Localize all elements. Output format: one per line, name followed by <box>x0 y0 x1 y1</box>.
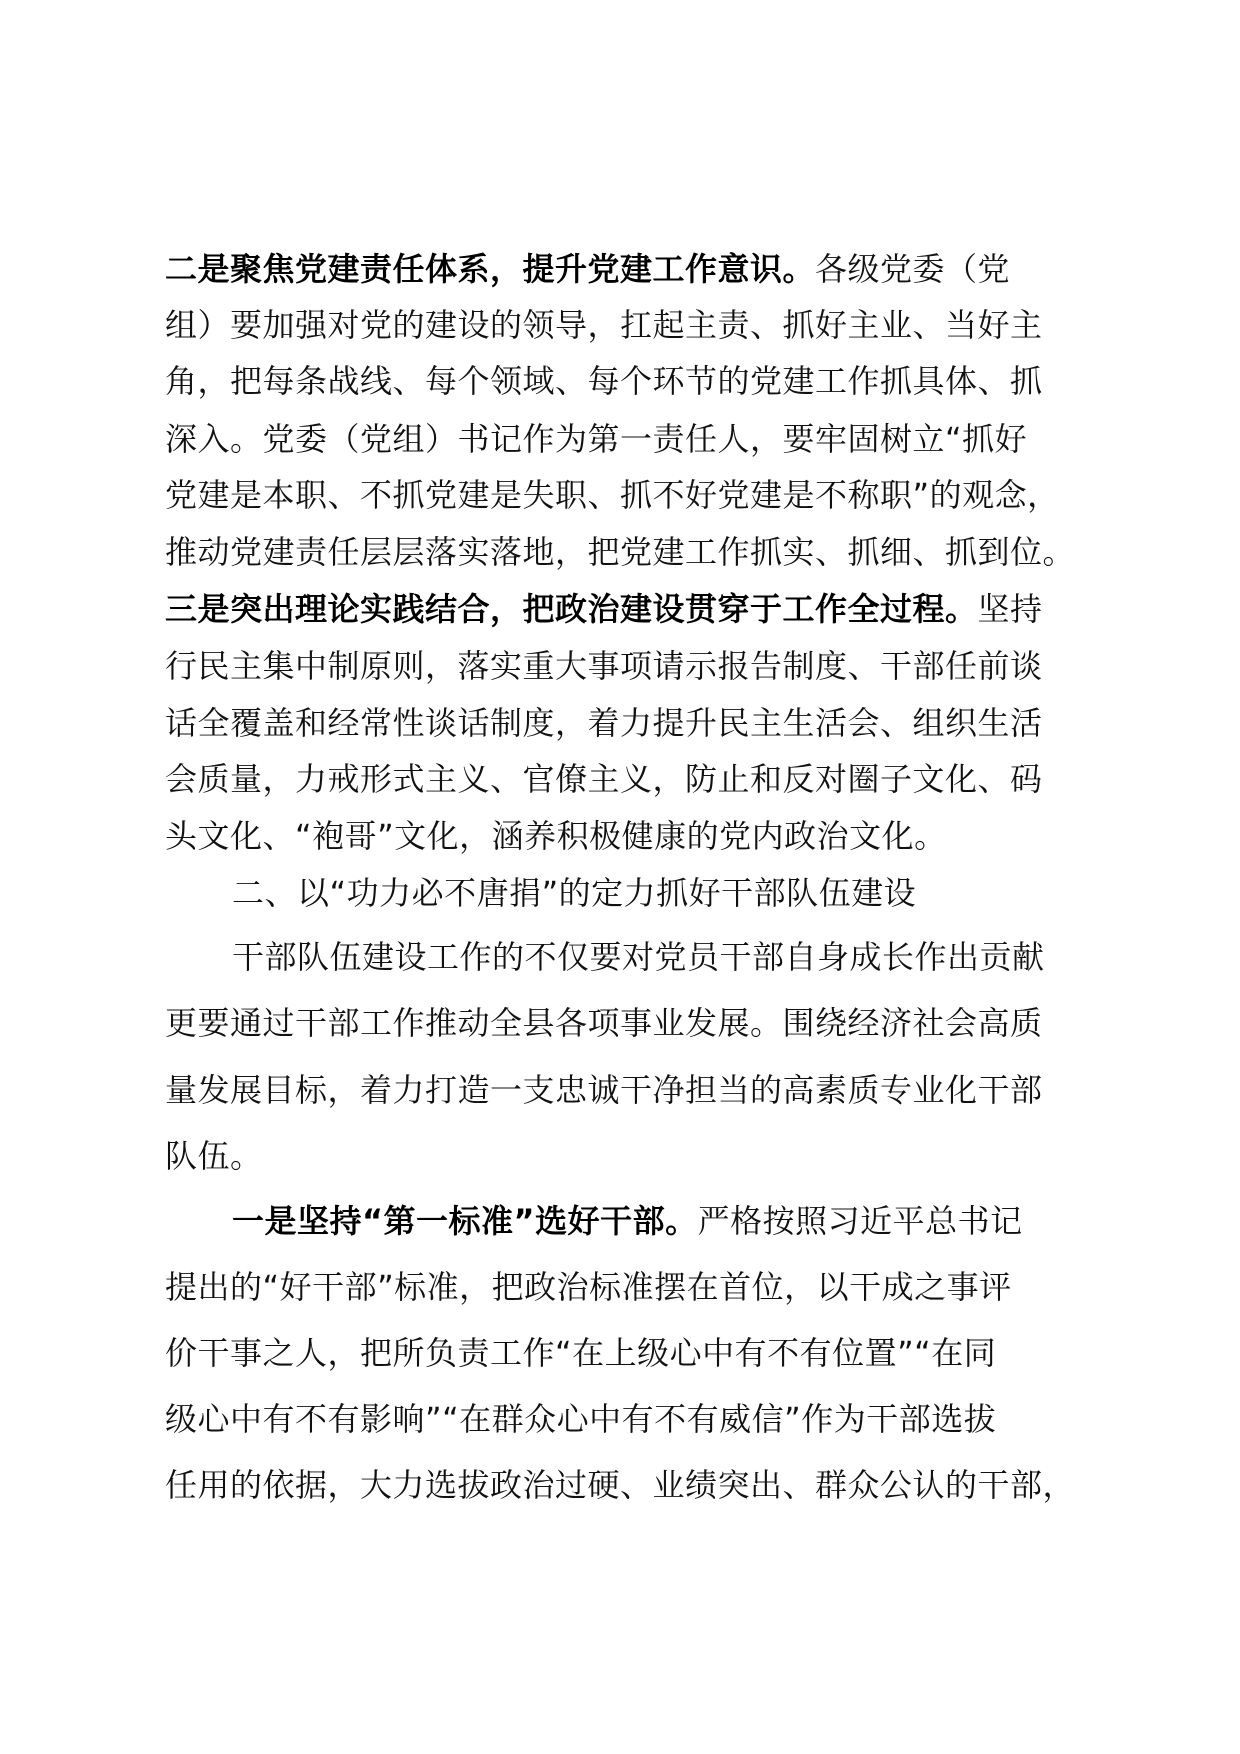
line-text: 干部队伍建设工作的不仅要对党员干部自身成长作出贡献 <box>232 938 1045 976</box>
paragraph-line <box>165 247 1010 291</box>
line-text: 更要通过干部工作推动全县各项事业发展。围绕经济社会高质 <box>165 1004 1043 1042</box>
paragraph-line <box>165 1463 1075 1507</box>
line-text: 严格按照习近平总书记 <box>697 1202 1023 1240</box>
line-text: 队伍。 <box>165 1137 263 1175</box>
line-text: 深入。党委（党组）书记作为第一责任人，要牢固树立“抓好 <box>165 420 1028 458</box>
paragraph-line <box>165 1134 263 1178</box>
line-text: 党建是本职、不抓党建是失职、抓不好党建是不称职”的观念， <box>165 476 1060 514</box>
paragraph-line <box>165 814 947 858</box>
line-text: 行民主集中制原则，落实重大事项请示报告制度、干部任前谈 <box>165 647 1043 685</box>
paragraph-line <box>165 417 1027 461</box>
line-text: 组）要加强对党的建设的领导，扛起主责、抓好主业、当好主 <box>165 306 1043 344</box>
paragraph-line <box>232 1199 1023 1243</box>
bold-heading: 三是突出理论实践结合，把政治建设贯穿于工作全过程。 <box>165 590 978 628</box>
line-text: 会质量，力戒形式主义、官僚主义，防止和反对圈子文化、码 <box>165 760 1043 798</box>
paragraph-line <box>165 359 1043 403</box>
paragraph-line <box>165 757 1043 801</box>
paragraph-line <box>165 1068 1043 1112</box>
paragraph-line <box>165 644 1043 688</box>
line-text: 量发展目标，着力打造一支忠诚干净担当的高素质专业化干部 <box>165 1071 1043 1109</box>
line-text: 二、以“功力必不唐捐”的定力抓好干部队伍建设 <box>232 874 917 912</box>
section-heading <box>232 871 916 915</box>
paragraph-line <box>165 701 1043 745</box>
line-text: 提出的“好干部”标准，把政治标准摆在首位，以干成之事评 <box>165 1268 1012 1306</box>
line-text: 级心中有不有影响”“在群众心中有不有威信”作为干部选拔 <box>165 1400 997 1438</box>
paragraph-line <box>165 1397 996 1441</box>
paragraph-line <box>165 303 1043 347</box>
paragraph-line <box>232 935 1045 979</box>
line-text: 头文化、“袍哥”文化，涵养积极健康的党内政治文化。 <box>165 817 947 855</box>
paragraph-line <box>165 1265 1012 1309</box>
line-text: 坚持 <box>977 590 1043 628</box>
paragraph-line <box>165 587 1043 631</box>
paragraph-line <box>165 530 1075 574</box>
line-text: 各级党委（党 <box>815 250 1011 288</box>
bold-heading: 二是聚焦党建责任体系，提升党建工作意识。 <box>165 250 816 288</box>
line-text: 推动党建责任层层落实落地，把党建工作抓实、抓细、抓到位。 <box>165 533 1076 571</box>
paragraph-line <box>165 1001 1043 1045</box>
line-text: 任用的依据，大力选拔政治过硬、业绩突出、群众公认的干部， <box>165 1466 1076 1504</box>
line-text: 价干事之人，把所负责工作“在上级心中有不有位置”“在同 <box>165 1334 997 1372</box>
paragraph-line <box>165 473 1060 517</box>
line-text: 话全覆盖和经常性谈话制度，着力提升民主生活会、组织生活 <box>165 704 1043 742</box>
bold-heading: 一是坚持“第一标准”选好干部。 <box>232 1202 698 1240</box>
paragraph-line <box>165 1331 996 1375</box>
line-text: 角，把每条战线、每个领域、每个环节的党建工作抓具体、抓 <box>165 362 1043 400</box>
